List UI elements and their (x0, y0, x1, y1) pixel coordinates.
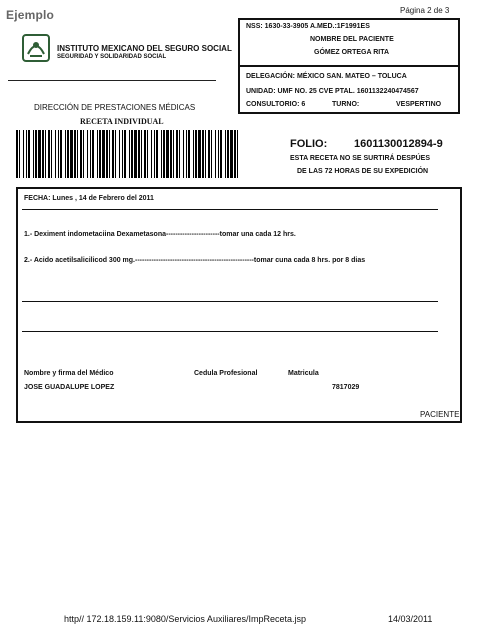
prescription-date: FECHA: Lunes , 14 de Febrero del 2011 (24, 195, 154, 202)
institution-name: INSTITUTO MEXICANO DEL SEGURO SOCIAL (57, 44, 232, 53)
institution-subtitle: SEGURIDAD Y SOLIDARIDAD SOCIAL (57, 54, 167, 60)
matricula-label: Matricula (288, 370, 319, 377)
patient-box-divider (240, 65, 458, 67)
patient-name: GÓMEZ ORTEGA RITA (314, 49, 390, 56)
prescription-item: 1.- Deximent indometaciina Dexametasona-----------------------tomar una cada 12 hrs. (24, 231, 296, 238)
header-rule (8, 80, 216, 81)
form-title: RECETA INDIVIDUAL (80, 117, 164, 126)
patient-turno-label: TURNO: (332, 101, 360, 108)
imss-logo-icon (22, 34, 50, 62)
patient-consultorio: CONSULTORIO: 6 (246, 101, 306, 108)
page-number: Página 2 de 3 (400, 6, 450, 15)
validity-notice-line2: DE LAS 72 HORAS DE SU EXPEDICIÓN (297, 168, 429, 175)
folio-number: 1601130012894-9 (354, 138, 443, 150)
department-name: DIRECCIÓN DE PRESTACIONES MÉDICAS (34, 103, 196, 112)
doctor-name: JOSE GUADALUPE LOPEZ (24, 384, 115, 391)
patient-turno: VESPERTINO (396, 101, 442, 108)
validity-notice-line1: ESTA RECETA NO SE SURTIRÁ DESPÚES (290, 155, 431, 162)
patient-info-box (238, 18, 460, 114)
patient-delegacion: DELEGACIÓN: MÉXICO SAN. MATEO – TOLUCA (246, 73, 407, 80)
date-rule (22, 209, 438, 210)
doctor-label: Nombre y firma del Médico (24, 370, 114, 377)
folio-label: FOLIO: (290, 138, 328, 150)
prescription-box (16, 187, 462, 423)
copy-label: PACIENTE (420, 410, 460, 419)
matricula-value: 7817029 (332, 384, 360, 391)
patient-name-label: NOMBRE DEL PACIENTE (310, 36, 394, 43)
watermark-text: Ejemplo (6, 8, 55, 22)
patient-unidad: UNIDAD: UMF NO. 25 CVE PTAL. 1601132240474567 (246, 88, 419, 95)
cedula-label: Cedula Profesional (194, 370, 258, 377)
footer-url: http// 172.18.159.11:9080/Servicios Auxiliares/ImpReceta.jsp (64, 614, 306, 624)
prescription-item: 2.- Acido acetilsalicilicod 300 mg.---------------------------------------------------tomar cuna cada 8 hrs. por 8 dias (24, 257, 366, 264)
blank-rule (22, 301, 438, 302)
blank-rule (22, 331, 438, 332)
footer-date: 14/03/2011 (388, 614, 433, 624)
patient-nss: NSS: 1630-33-3905 A.MED.:1F1991ES (246, 23, 370, 30)
barcode-icon (16, 130, 238, 178)
